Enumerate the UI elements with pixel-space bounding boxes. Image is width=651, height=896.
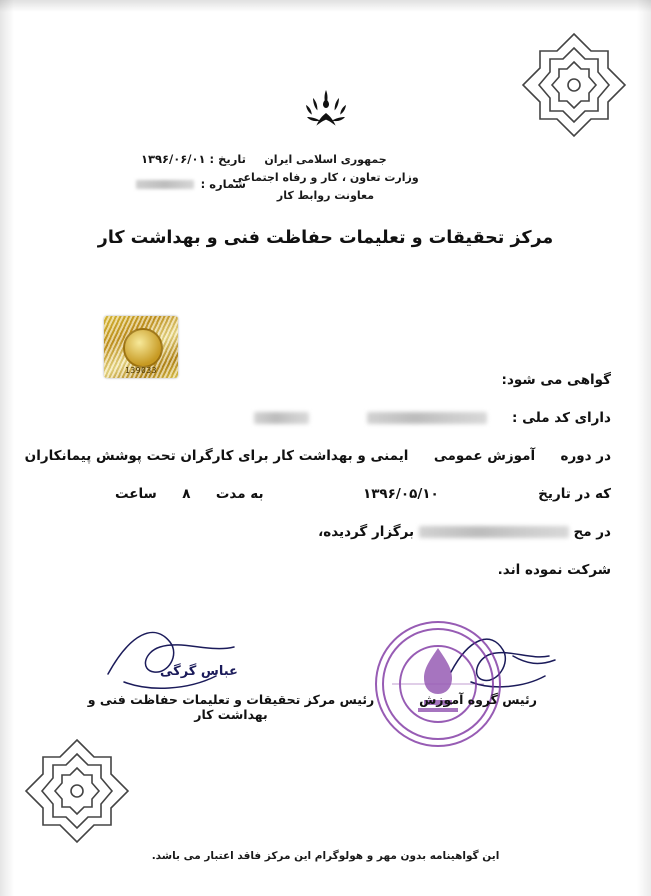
attended-line <box>40 562 611 600</box>
course-title: آموزش عمومی <box>433 448 536 464</box>
duration-value: ۸ <box>182 486 191 502</box>
footer-note: این گواهینامه بدون مهر و هولوگرام این مرکز فاقد اعتبار می باشد. <box>151 850 500 862</box>
org-line-3: معاونت روابط کار <box>276 189 375 202</box>
course-subject: ایمنی و بهداشت کار برای کارگران تحت پوشش پیمانکاران <box>24 448 409 464</box>
hologram-sticker <box>104 316 178 378</box>
iran-emblem-icon <box>0 86 651 138</box>
certificate-body <box>24 372 611 600</box>
scan-edge-top <box>0 0 651 12</box>
held-date: ۱۳۹۶/۰۵/۱۰ <box>362 486 439 502</box>
signature-scribble-left <box>100 616 270 700</box>
round-purple-stamp <box>372 618 504 750</box>
org-line-1: جمهوری اسلامی ایران <box>264 153 387 166</box>
name-and-national-code-line <box>40 410 611 448</box>
page-title: مرکز تحقیقات و تعلیمات حفاظت فنی و بهداشت کار <box>97 228 554 248</box>
duration-unit: ساعت <box>114 486 157 502</box>
course-prefix: در دوره <box>560 448 611 464</box>
date-prefix: که در تاریخ <box>538 486 611 502</box>
attended-text: شرکت نموده اند. <box>497 562 611 578</box>
place-prefix: در مح <box>573 524 611 540</box>
date-duration-line <box>40 486 611 524</box>
national-code-label: دارای کد ملی : <box>511 410 611 426</box>
document-date-label: تاریخ : <box>209 152 246 166</box>
signature-title-left: رئیس مرکز تحقیقات و تعلیمات حفاظت فنی و بهداشت کار <box>87 692 375 722</box>
ornament-bottom-left-icon <box>22 734 132 844</box>
certify-line <box>40 372 611 410</box>
person-name-redacted <box>254 412 309 424</box>
national-code-redacted <box>367 412 487 424</box>
hologram-serial: 139033 <box>125 366 157 375</box>
certify-label: گواهی می شود: <box>501 372 611 388</box>
held-suffix: برگزار گردیده، <box>318 524 415 540</box>
org-line-2: وزارت تعاون ، کار و رفاه اجتماعی <box>232 171 419 184</box>
signature-title-right: رئیس گروه آموزش <box>419 692 537 707</box>
place-redacted <box>419 526 569 538</box>
hologram-ring-icon <box>123 328 163 368</box>
document-number-redacted <box>136 180 194 189</box>
document-date-row <box>46 152 246 166</box>
document-meta <box>46 152 246 202</box>
place-line <box>40 524 611 562</box>
signer-name: عباس گرگی <box>160 664 238 679</box>
course-line <box>24 448 611 486</box>
document-number-label: شماره : <box>200 177 246 191</box>
document-date-value: ۱۳۹۶/۰۶/۰۱ <box>140 152 206 166</box>
document-number-row <box>46 177 246 191</box>
duration-prefix: به مدت <box>215 486 264 502</box>
